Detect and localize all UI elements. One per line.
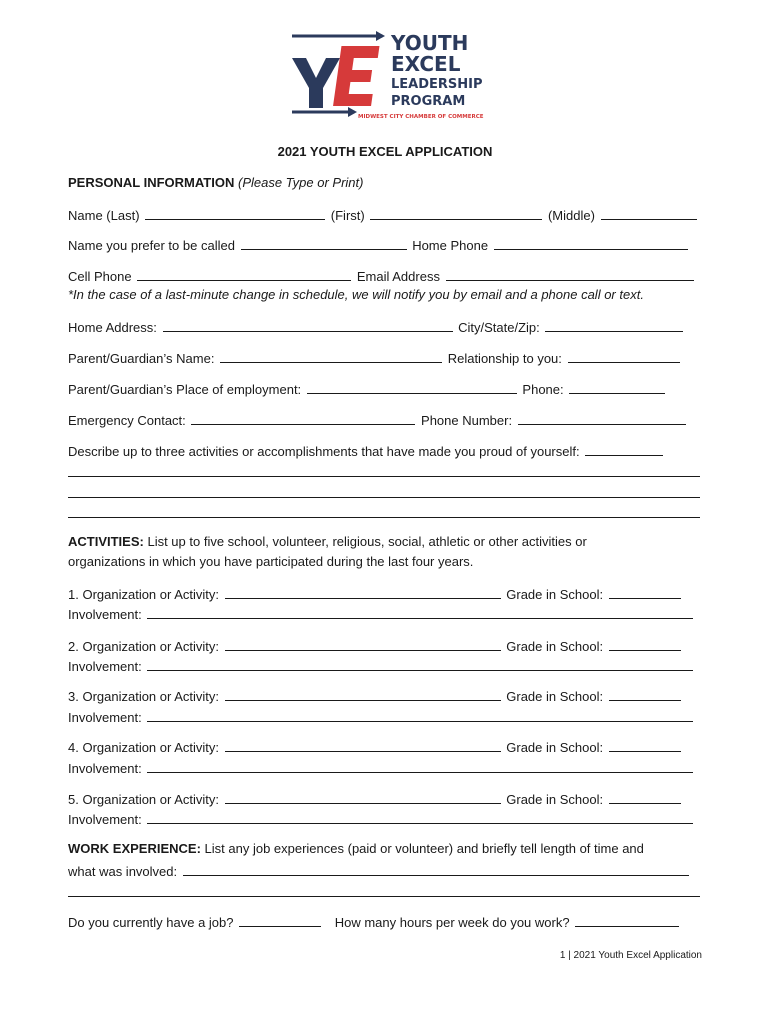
work-intro-2 xyxy=(68,862,691,880)
hours-label: How many hours per week do you work? xyxy=(334,915,570,930)
work-description-field[interactable] xyxy=(183,862,689,876)
involvement-field[interactable] xyxy=(147,657,693,671)
name-row xyxy=(68,206,699,224)
preferred-row xyxy=(68,236,690,254)
describe-label: Describe up to three activities or accomplishments that have made you proud of yourself: xyxy=(68,444,580,459)
activity-grade-label: Grade in School: xyxy=(506,740,604,755)
name-middle-label: (Middle) xyxy=(547,208,595,223)
name-first-field[interactable] xyxy=(370,206,542,220)
activity-org-label: 3. Organization or Activity: xyxy=(68,689,220,704)
activity-grade-field[interactable] xyxy=(609,738,681,752)
activity-grade-field[interactable] xyxy=(609,637,681,651)
schedule-notice: *In the case of a last-minute change in schedule, we will notify you by email and a phone call or text. xyxy=(68,287,644,302)
guardian-name-label: Parent/Guardian’s Name: xyxy=(68,351,215,366)
preferred-name-label: Name you prefer to be called xyxy=(68,238,235,253)
guardian-employment-label: Parent/Guardian’s Place of employment: xyxy=(68,382,302,397)
activity-org-label: 1. Organization or Activity: xyxy=(68,587,220,602)
guardian-employment-field[interactable] xyxy=(307,380,517,394)
activity-grade-field[interactable] xyxy=(609,790,681,804)
activity-grade-label: Grade in School: xyxy=(506,639,604,654)
describe-line-3[interactable] xyxy=(68,517,700,518)
emergency-row xyxy=(68,411,688,429)
involvement-label: Involvement: xyxy=(68,761,142,776)
activity-org-field[interactable] xyxy=(225,687,501,701)
involvement-field[interactable] xyxy=(147,708,693,722)
current-job-label: Do you currently have a job? xyxy=(68,915,234,930)
preferred-name-field[interactable] xyxy=(241,236,407,250)
logo-line-2: EXCEL xyxy=(391,52,461,76)
activity-4-involvement xyxy=(68,759,695,777)
activity-org-field[interactable] xyxy=(225,637,501,651)
current-job-field[interactable] xyxy=(239,913,321,927)
page-footer: 1 | 2021 Youth Excel Application xyxy=(559,950,702,961)
hours-field[interactable] xyxy=(575,913,679,927)
activity-grade-field[interactable] xyxy=(609,687,681,701)
emergency-phone-field[interactable] xyxy=(518,411,686,425)
current-job-row xyxy=(68,913,681,931)
personal-heading-label: PERSONAL INFORMATION xyxy=(68,175,235,190)
personal-heading xyxy=(68,175,363,191)
activity-org-label: 5. Organization or Activity: xyxy=(68,792,220,807)
relationship-field[interactable] xyxy=(568,349,680,363)
describe-line-2[interactable] xyxy=(68,497,700,498)
city-state-zip-field[interactable] xyxy=(545,318,683,332)
activity-2-row xyxy=(68,637,683,655)
activities-heading: ACTIVITIES: xyxy=(68,534,144,549)
name-last-label: Name (Last) xyxy=(68,208,140,223)
logo-line-1: YOUTH xyxy=(391,31,469,55)
page-title: 2021 YOUTH EXCEL APPLICATION xyxy=(277,144,493,159)
name-middle-field[interactable] xyxy=(601,206,697,220)
activity-5-row xyxy=(68,790,683,808)
activity-grade-field[interactable] xyxy=(609,585,681,599)
activity-org-label: 2. Organization or Activity: xyxy=(68,639,220,654)
personal-heading-note: (Please Type or Print) xyxy=(237,175,364,190)
work-heading: WORK EXPERIENCE: xyxy=(68,841,201,856)
home-address-label: Home Address: xyxy=(68,320,157,335)
activity-3-row xyxy=(68,687,683,705)
cell-row xyxy=(68,267,696,285)
activity-3-involvement xyxy=(68,708,695,726)
home-phone-field[interactable] xyxy=(494,236,688,250)
activity-org-field[interactable] xyxy=(225,738,501,752)
city-state-zip-label: City/State/Zip: xyxy=(458,320,540,335)
activities-intro-2: organizations in which you have participated during the last four years. xyxy=(68,554,474,569)
name-first-label: (First) xyxy=(330,208,365,223)
activity-2-involvement xyxy=(68,657,695,675)
guardian-phone-field[interactable] xyxy=(569,380,665,394)
guardian-phone-label: Phone: xyxy=(522,382,564,397)
involvement-field[interactable] xyxy=(147,605,693,619)
youth-excel-logo xyxy=(288,28,488,124)
activities-intro-1 xyxy=(68,534,587,550)
activity-5-involvement xyxy=(68,810,695,828)
describe-line-1[interactable] xyxy=(68,476,700,477)
work-intro-1 xyxy=(68,841,644,857)
guardian-name-field[interactable] xyxy=(220,349,442,363)
work-intro-text-2: what was involved: xyxy=(68,864,178,879)
activity-org-field[interactable] xyxy=(225,585,501,599)
activity-grade-label: Grade in School: xyxy=(506,689,604,704)
emergency-contact-label: Emergency Contact: xyxy=(68,413,186,428)
cell-phone-label: Cell Phone xyxy=(68,269,132,284)
activity-4-row xyxy=(68,738,683,756)
guardian-row xyxy=(68,349,682,367)
involvement-label: Involvement: xyxy=(68,659,142,674)
describe-row xyxy=(68,442,665,460)
activity-grade-label: Grade in School: xyxy=(506,792,604,807)
involvement-label: Involvement: xyxy=(68,710,142,725)
relationship-label: Relationship to you: xyxy=(447,351,562,366)
work-description-line[interactable] xyxy=(68,896,700,897)
activity-1-row xyxy=(68,585,683,603)
email-label: Email Address xyxy=(356,269,440,284)
activity-org-label: 4. Organization or Activity: xyxy=(68,740,220,755)
logo-line-4: PROGRAM xyxy=(391,94,466,109)
guardian-employment-row xyxy=(68,380,667,398)
activities-intro-text-1: List up to five school, volunteer, religious, social, athletic or other activities or xyxy=(147,534,587,549)
emergency-phone-label: Phone Number: xyxy=(421,413,513,428)
involvement-field[interactable] xyxy=(147,810,693,824)
describe-field[interactable] xyxy=(585,442,663,456)
emergency-contact-field[interactable] xyxy=(191,411,415,425)
involvement-label: Involvement: xyxy=(68,812,142,827)
activity-grade-label: Grade in School: xyxy=(506,587,604,602)
cell-phone-field[interactable] xyxy=(137,267,351,281)
work-intro-text-1: List any job experiences (paid or volunteer) and briefly tell length of time and xyxy=(204,841,644,856)
home-address-field[interactable] xyxy=(163,318,453,332)
involvement-label: Involvement: xyxy=(68,607,142,622)
involvement-field[interactable] xyxy=(147,759,693,773)
address-row xyxy=(68,318,685,336)
logo-tagline: MIDWEST CITY CHAMBER OF COMMERCE xyxy=(358,114,484,120)
activity-org-field[interactable] xyxy=(225,790,501,804)
email-field[interactable] xyxy=(446,267,694,281)
home-phone-label: Home Phone xyxy=(412,238,489,253)
name-last-field[interactable] xyxy=(145,206,325,220)
activity-1-involvement xyxy=(68,605,695,623)
logo-line-3: LEADERSHIP xyxy=(391,77,483,92)
